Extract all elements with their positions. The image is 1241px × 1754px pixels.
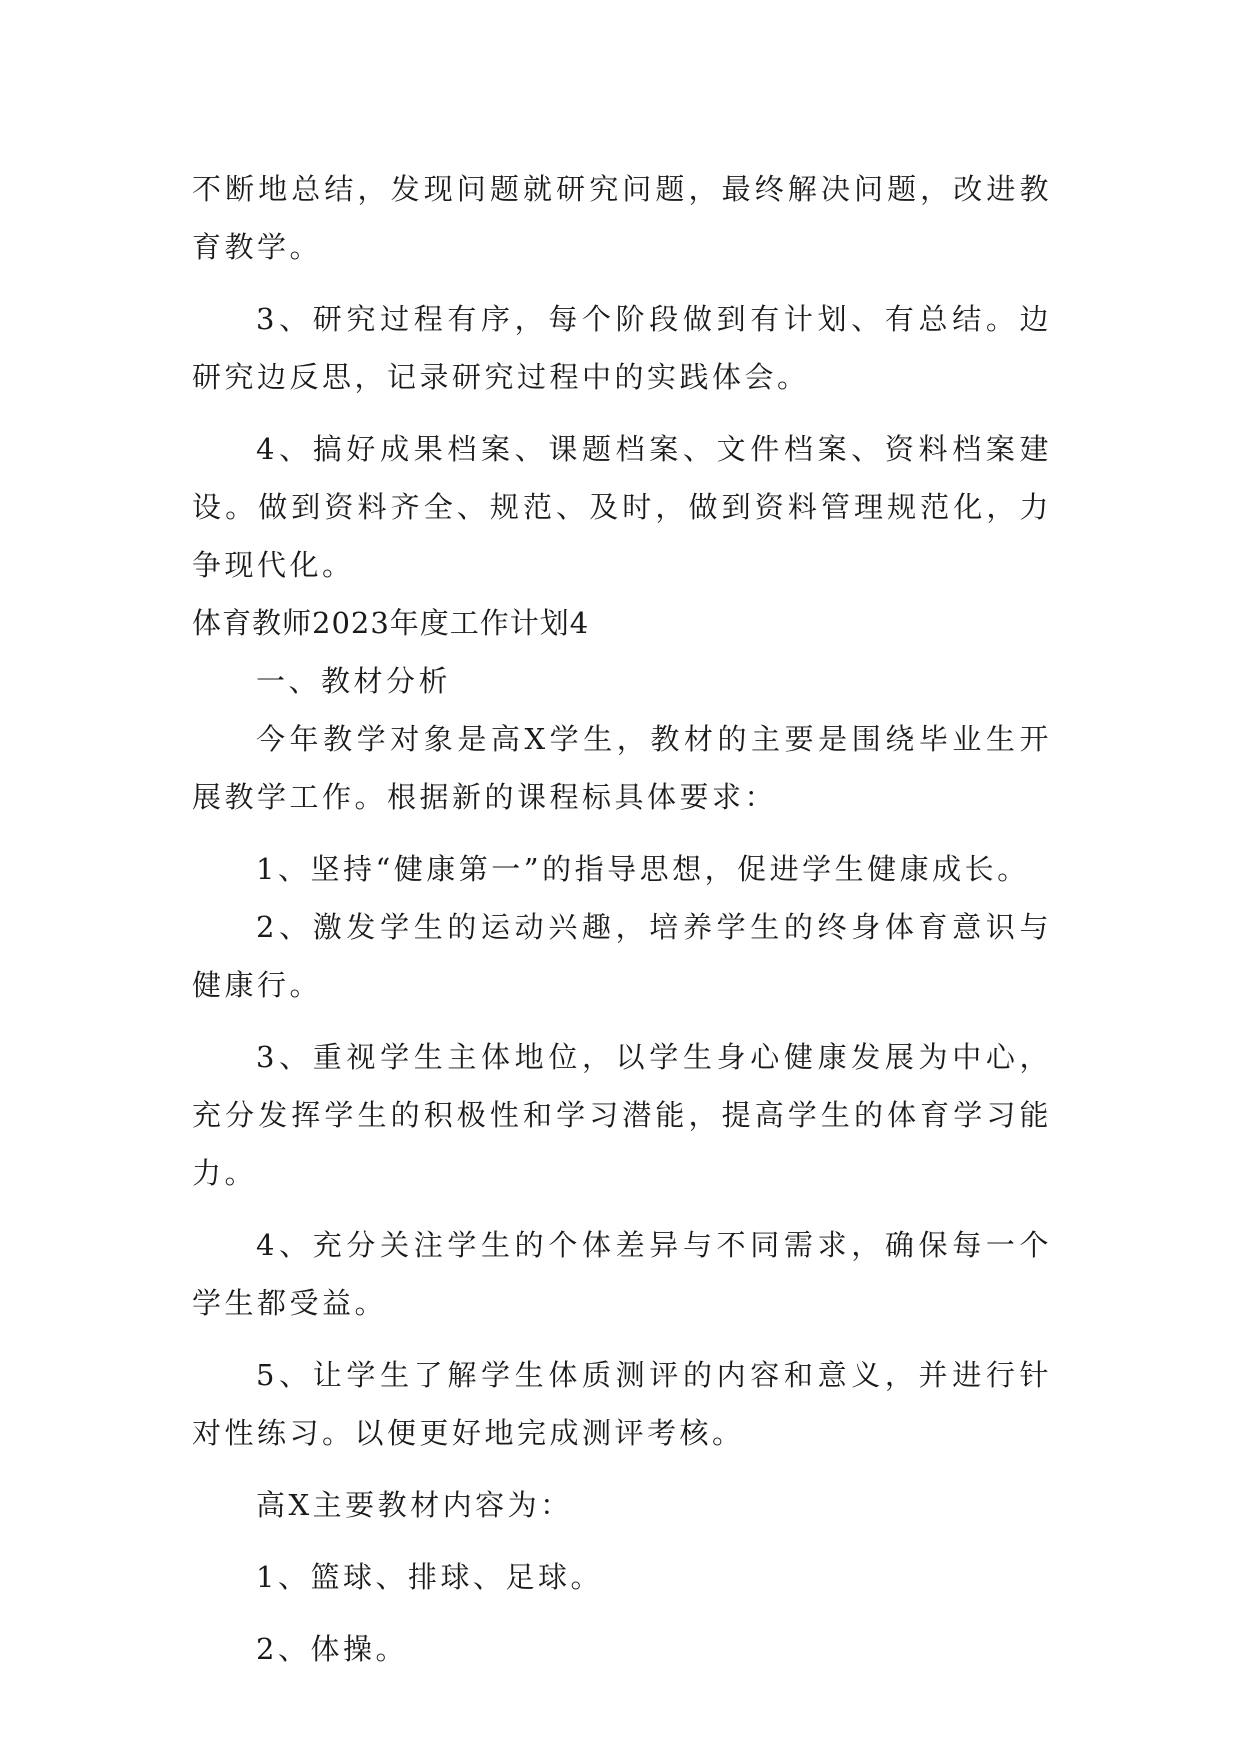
list-item: 1、篮球、排球、足球。 <box>256 1560 603 1594</box>
paragraph: 3、研究过程有序，每个阶段做到有计划、有总结。边研究边反思，记录研究过程中的实践体会。 <box>192 302 1052 394</box>
document-body <box>192 160 1052 1692</box>
list-item: 1、坚持“健康第一”的指导思想，促进学生健康成长。 <box>256 852 1030 886</box>
list-item: 3、重视学生主体地位，以学生身心健康发展为中心，充分发挥学生的积极性和学习潜能，提高学生的体育学习能力。 <box>192 1040 1052 1190</box>
list-item: 2、激发学生的运动兴趣，培养学生的终身体育意识与健康行。 <box>192 910 1052 1002</box>
section-title: 体育教师2023年度工作计划4 <box>192 606 590 640</box>
paragraph: 4、搞好成果档案、课题档案、文件档案、资料档案建设。做到资料齐全、规范、及时，做到资料管理规范化，力争现代化。 <box>192 432 1052 582</box>
list-item: 2、体操。 <box>256 1632 408 1666</box>
list-item: 5、让学生了解学生体质测评的内容和意义，并进行针对性练习。以便更好地完成测评考核。 <box>192 1358 1052 1450</box>
paragraph: 今年教学对象是高X学生，教材的主要是围绕毕业生开展教学工作。根据新的课程标具体要求： <box>192 722 1052 814</box>
subsection-heading: 一、教材分析 <box>256 664 452 698</box>
list-item: 4、充分关注学生的个体差异与不同需求，确保每一个学生都受益。 <box>192 1228 1052 1320</box>
paragraph: 高X主要教材内容为： <box>256 1488 573 1522</box>
paragraph: 不断地总结，发现问题就研究问题，最终解决问题，改进教育教学。 <box>192 172 1052 264</box>
